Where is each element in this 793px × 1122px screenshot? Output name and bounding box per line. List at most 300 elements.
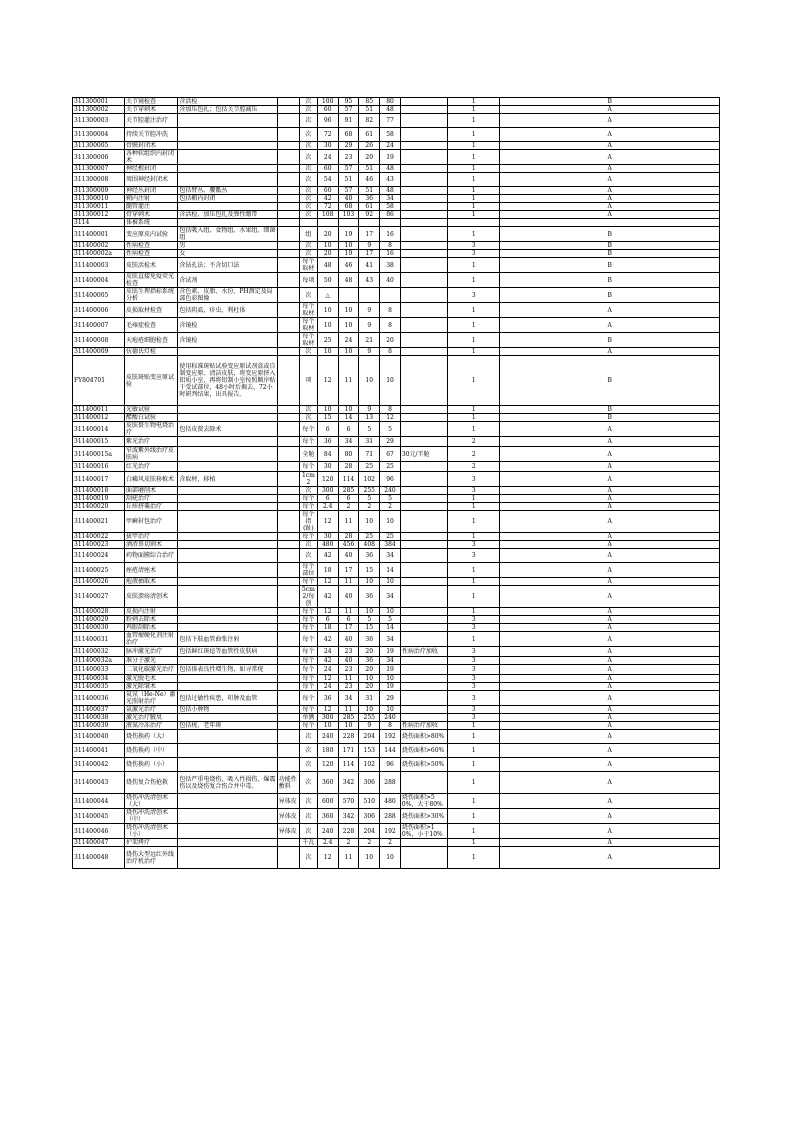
category-cell: 1 [448, 608, 500, 616]
name-cell: 鸡眼刮除术 [124, 624, 177, 632]
category-cell: 1 [448, 758, 500, 772]
unit-cell: 次 [300, 730, 318, 744]
note-cell [400, 511, 447, 533]
unit-cell: 每个取材 [300, 318, 318, 333]
class-cell: B [500, 414, 720, 422]
name-cell: 天疱疮细胞检查 [124, 333, 177, 348]
note-cell [400, 203, 447, 211]
note-cell [400, 258, 447, 273]
unit-cell: 每项 [300, 273, 318, 288]
price2-cell: 114 [338, 758, 359, 772]
table-row [73, 195, 720, 203]
class-cell: A [500, 150, 720, 165]
price2-cell: 2 [338, 839, 359, 847]
name-cell: 光敏试验 [124, 406, 177, 414]
price2-cell [338, 219, 359, 227]
note-cell [400, 273, 447, 288]
price3-cell: 9 [359, 406, 380, 414]
price3-cell: 36 [359, 632, 380, 647]
excluded-cell [277, 657, 299, 665]
code-cell: 311400004 [73, 273, 125, 288]
class-cell: A [500, 462, 720, 472]
class-cell: A [500, 730, 720, 744]
name-cell: 烧伤复合伤抢救 [124, 772, 177, 794]
name-cell: 鞘内注射 [124, 195, 177, 203]
table-row [73, 211, 720, 219]
price2-cell: 11 [338, 356, 359, 406]
category-cell: 3 [448, 549, 500, 563]
content-cell [178, 541, 277, 549]
class-cell: A [500, 187, 720, 195]
price4-cell: 384 [380, 541, 401, 549]
price4-cell: 25 [380, 462, 401, 472]
excluded-cell [277, 714, 299, 722]
code-cell: 311400033 [73, 665, 125, 675]
content-cell [178, 165, 277, 173]
class-cell [500, 219, 720, 227]
price3-cell: 20 [359, 150, 380, 165]
code-cell: 311400029 [73, 616, 125, 624]
price2-cell: 11 [338, 675, 359, 683]
name-cell: 准分子激光 [124, 657, 177, 665]
table-row [73, 706, 720, 714]
name-cell: 疱液抽取术 [124, 578, 177, 586]
note-cell [400, 772, 447, 794]
price1-cell: 2.4 [317, 839, 338, 847]
code-cell: 311400028 [73, 608, 125, 616]
unit-cell: 每个部位 [300, 563, 318, 578]
content-cell [178, 173, 277, 187]
price2-cell: 46 [338, 258, 359, 273]
category-cell: 3 [448, 624, 500, 632]
note-cell [400, 219, 447, 227]
category-cell: 1 [448, 333, 500, 348]
content-cell [178, 414, 277, 422]
class-cell: A [500, 758, 720, 772]
price1-cell: 600 [317, 794, 338, 809]
content-cell [178, 616, 277, 624]
excluded-cell [277, 683, 299, 691]
code-cell: 311400040 [73, 730, 125, 744]
table-row [73, 348, 720, 356]
note-cell: 烧伤面积>60% [400, 744, 447, 758]
content-cell [178, 348, 277, 356]
category-cell: 3 [448, 472, 500, 487]
price1-cell: 12 [317, 706, 338, 714]
table-row [73, 472, 720, 487]
note-cell: 性病治疗加收 [400, 722, 447, 730]
price4-cell: 8 [380, 303, 401, 318]
price1-cell: 108 [317, 211, 338, 219]
excluded-cell [277, 106, 299, 114]
price3-cell: 510 [359, 794, 380, 809]
note-cell [400, 303, 447, 318]
content-cell: 包括下肢血管曲张注射 [178, 632, 277, 647]
excluded-cell [277, 632, 299, 647]
unit-cell: 项 [300, 356, 318, 406]
class-cell: A [500, 106, 720, 114]
unit-cell: 每个 [300, 437, 318, 447]
content-cell [178, 447, 277, 462]
code-cell: 311400022 [73, 533, 125, 541]
price3-cell: 31 [359, 691, 380, 706]
name-cell: 神经根封闭 [124, 165, 177, 173]
price2-cell: 23 [338, 647, 359, 657]
class-cell: A [500, 541, 720, 549]
price3-cell: 20 [359, 647, 380, 657]
unit-cell: 次 [300, 128, 318, 142]
price2-cell: 48 [338, 273, 359, 288]
category-cell: 1 [448, 258, 500, 273]
excluded-cell [277, 624, 299, 632]
note-cell [400, 406, 447, 414]
name-cell: 红光治疗 [124, 462, 177, 472]
price3-cell [359, 219, 380, 227]
note-cell [400, 624, 447, 632]
name-cell: 激光除皱术 [124, 683, 177, 691]
unit-cell: 每个 [300, 722, 318, 730]
category-cell: 1 [448, 211, 500, 219]
price2-cell: 28 [338, 462, 359, 472]
excluded-cell [277, 114, 299, 128]
price4-cell: 10 [380, 608, 401, 616]
content-cell: 包括吸入组、食物组、水果组、细菌组 [179, 227, 276, 241]
category-cell: 3 [448, 541, 500, 549]
content-cell [178, 114, 277, 128]
class-cell: B [500, 273, 720, 288]
note-cell [400, 657, 447, 665]
unit-cell: 1cm2 [300, 472, 318, 487]
class-cell: A [500, 348, 720, 356]
price3-cell: 9 [359, 303, 380, 318]
note-cell [400, 195, 447, 203]
table-row [73, 772, 720, 794]
content-cell: 含取材、移植 [178, 472, 277, 487]
table-row [73, 114, 720, 128]
price2-cell: 11 [338, 608, 359, 616]
price4-cell: 8 [380, 242, 401, 250]
price4-cell: 29 [380, 691, 401, 706]
content-cell: 包括鲜红斑痣等血管性皮肤病 [178, 647, 277, 657]
price2-cell: 11 [338, 847, 359, 869]
unit-cell: 次 [300, 106, 318, 114]
content-cell: 包括臂丛、腰骶丛 [178, 187, 277, 195]
table-row [73, 608, 720, 616]
unit-cell: 次 [300, 758, 318, 772]
code-cell: 311400014 [73, 422, 125, 437]
price4-cell: 19 [380, 647, 401, 657]
excluded-cell [277, 303, 299, 318]
price3-cell: 408 [359, 541, 380, 549]
unit-cell: 每个 [300, 616, 318, 624]
excluded-cell [277, 722, 299, 730]
table-row [73, 173, 720, 187]
code-cell: 311400027 [73, 586, 125, 608]
price3-cell: 10 [359, 706, 380, 714]
class-cell: A [500, 114, 720, 128]
price1-cell: 30 [317, 533, 338, 541]
price3-cell: 10 [359, 578, 380, 586]
name-cell: 氩激光治疗 [124, 706, 177, 714]
price3-cell: 25 [359, 462, 380, 472]
price4-cell: 10 [380, 356, 401, 406]
note-cell [400, 187, 447, 195]
name-cell: 粉刺去除术 [124, 616, 177, 624]
content-cell [178, 657, 277, 665]
price4-cell: 58 [380, 203, 401, 211]
content-cell [178, 624, 277, 632]
category-cell: 1 [448, 586, 500, 608]
content-cell: 含活检 [178, 98, 277, 106]
price2-cell: 34 [338, 437, 359, 447]
content-cell [178, 549, 277, 563]
unit-cell: 每个 [300, 624, 318, 632]
price3-cell: 102 [359, 758, 380, 772]
name-cell: 拔甲治疗 [124, 533, 177, 541]
unit-cell: 次 [300, 794, 318, 809]
price2-cell: 95 [338, 98, 359, 106]
code-cell: 311300009 [73, 187, 125, 195]
class-cell: A [500, 563, 720, 578]
price2-cell: 228 [338, 824, 359, 839]
code-cell: 311300002 [73, 106, 125, 114]
name-cell: 烧伤换药（中） [124, 744, 177, 758]
excluded-cell [277, 318, 299, 333]
price1-cell: 10 [317, 406, 338, 414]
class-cell: A [500, 511, 720, 533]
content-cell [178, 128, 277, 142]
code-cell: 311400031 [73, 632, 125, 647]
price1-cell: 50 [317, 273, 338, 288]
price2-cell: 10 [338, 303, 359, 318]
price3-cell: 10 [359, 847, 380, 869]
price1-cell: 48 [317, 258, 338, 273]
table-row [73, 437, 720, 447]
excluded-cell [277, 541, 299, 549]
class-cell: B [500, 227, 720, 242]
price4-cell: 20 [380, 333, 401, 348]
excluded-cell [277, 333, 299, 348]
price1-cell: 36 [317, 691, 338, 706]
class-cell: A [500, 487, 720, 495]
note-cell [400, 211, 447, 219]
price1-cell: 6 [317, 616, 338, 624]
price1-cell: 300 [317, 714, 338, 722]
class-cell: A [500, 578, 720, 586]
name-cell: 皮肤活检术 [124, 258, 177, 273]
table-row [73, 541, 720, 549]
class-cell: B [500, 98, 720, 106]
table-row [73, 447, 720, 462]
code-cell: 311400005 [73, 288, 125, 303]
unit-cell: 每个 [300, 706, 318, 714]
content-cell: 包括小肿物 [178, 706, 277, 714]
note-cell [400, 128, 447, 142]
unit-cell: 次 [300, 173, 318, 187]
class-cell: A [500, 173, 720, 187]
price2-cell: 40 [338, 657, 359, 665]
price1-cell: 6 [317, 495, 338, 503]
price1-cell: 30 [317, 462, 338, 472]
excluded-cell [277, 227, 299, 242]
excluded-cell [277, 422, 299, 437]
price2-cell: 103 [338, 211, 359, 219]
code-cell: 311400035 [73, 683, 125, 691]
price2-cell [338, 288, 359, 303]
category-cell: 3 [448, 683, 500, 691]
price3-cell: 306 [359, 772, 380, 794]
content-cell [178, 203, 277, 211]
unit-cell: 每个取材 [300, 258, 318, 273]
price4-cell: 19 [380, 665, 401, 675]
note-cell [400, 487, 447, 495]
excluded-cell [277, 533, 299, 541]
price2-cell: 10 [338, 722, 359, 730]
unit-cell: 次 [300, 165, 318, 173]
price3-cell: 36 [359, 195, 380, 203]
price1-cell: 480 [317, 541, 338, 549]
fee-table [72, 97, 720, 869]
note-cell [400, 422, 447, 437]
category-cell: 3 [448, 487, 500, 495]
category-cell: 1 [448, 173, 500, 187]
note-cell [400, 541, 447, 549]
price4-cell: 48 [380, 187, 401, 195]
name-cell: 性病检查 [124, 250, 177, 258]
price3-cell [359, 288, 380, 303]
unit-cell: 次 [300, 288, 318, 303]
code-cell: 311400026 [73, 578, 125, 586]
unit-cell: 每个 [300, 608, 318, 616]
price1-cell: 360 [317, 772, 338, 794]
name-cell: 窄波紫外线治疗皮肤病 [124, 447, 177, 462]
category-cell: 1 [448, 142, 500, 150]
code-cell: 311300003 [73, 114, 125, 128]
code-cell: 311400037 [73, 706, 125, 714]
unit-cell: 每个 [300, 647, 318, 657]
price4-cell: 40 [380, 273, 401, 288]
code-cell: 311400016 [73, 462, 125, 472]
category-cell: 1 [448, 503, 500, 511]
content-cell [178, 714, 277, 722]
code-cell: 311300004 [73, 128, 125, 142]
price3-cell: 9 [359, 348, 380, 356]
price4-cell: 34 [380, 549, 401, 563]
excluded-cell [277, 730, 299, 744]
name-cell: 甲癣封包治疗 [124, 511, 177, 533]
price2-cell: 57 [338, 165, 359, 173]
table-row [73, 794, 720, 809]
category-cell: 3 [448, 616, 500, 624]
name-cell: 皮损内注射 [124, 608, 177, 616]
note-cell [400, 578, 447, 586]
note-cell [400, 318, 447, 333]
excluded-cell [277, 665, 299, 675]
excluded-cell [277, 847, 299, 869]
price4-cell: 2 [380, 839, 401, 847]
price1-cell: 24 [317, 665, 338, 675]
price1-cell: △ [317, 288, 338, 303]
unit-cell: 次 [300, 203, 318, 211]
name-cell: 性病检查 [124, 242, 177, 250]
excluded-cell [277, 495, 299, 503]
price2-cell: 23 [338, 665, 359, 675]
table-row [73, 647, 720, 657]
category-cell: 1 [448, 632, 500, 647]
price2-cell: 28 [338, 533, 359, 541]
name-cell: 烧伤冲洗清创术（小） [124, 824, 177, 839]
class-cell: B [500, 258, 720, 273]
price1-cell: 300 [317, 487, 338, 495]
excluded-cell [277, 128, 299, 142]
table-row [73, 98, 720, 106]
price4-cell: 96 [380, 472, 401, 487]
note-cell [400, 683, 447, 691]
content-cell [178, 608, 277, 616]
price1-cell: 10 [317, 242, 338, 250]
excluded-cell [277, 839, 299, 847]
unit-cell: 每个 [300, 683, 318, 691]
excluded-cell: 异体皮 [277, 809, 299, 824]
content-cell [178, 847, 277, 869]
excluded-cell [277, 98, 299, 106]
price1-cell: 100 [317, 98, 338, 106]
price3-cell: 9 [359, 318, 380, 333]
unit-cell: 每个 [300, 495, 318, 503]
note-cell [400, 691, 447, 706]
code-cell: 311400044 [73, 794, 125, 809]
price1-cell: 120 [317, 472, 338, 487]
name-cell: 烧伤大型远红外线治疗机治疗 [124, 847, 177, 869]
category-cell: 1 [448, 203, 500, 211]
category-cell: 3 [448, 657, 500, 665]
price3-cell: 2 [359, 503, 380, 511]
category-cell: 3 [448, 706, 500, 714]
price2-cell: 6 [338, 495, 359, 503]
name-cell: 血管瘤硬化剂注射治疗 [124, 632, 177, 647]
price2-cell: 570 [338, 794, 359, 809]
code-cell: 311400017 [73, 472, 125, 487]
category-cell: 1 [448, 165, 500, 173]
excluded-cell [277, 288, 299, 303]
code-cell: 311400030 [73, 624, 125, 632]
category-cell: 3 [448, 665, 500, 675]
price3-cell: 15 [359, 624, 380, 632]
class-cell: A [500, 772, 720, 794]
price1-cell: 24 [317, 150, 338, 165]
table-row [73, 303, 720, 318]
price2-cell: 17 [338, 624, 359, 632]
table-row [73, 563, 720, 578]
price4-cell: 5 [380, 616, 401, 624]
code-cell: 3114 [73, 219, 125, 227]
price4-cell: 5 [380, 422, 401, 437]
code-cell: 311400036 [73, 691, 125, 706]
class-cell: A [500, 495, 720, 503]
price4-cell: 19 [380, 150, 401, 165]
table-row [73, 657, 720, 665]
price3-cell: 13 [359, 414, 380, 422]
note-cell [400, 503, 447, 511]
unit-cell: 千瓦 [300, 839, 318, 847]
excluded-cell [277, 406, 299, 414]
content-cell: 使用标准斑贴试验变应原试剂盒或自制变应原。清洁皮肤，将变应原挤入铝质小室，再将铝制小室按照顺序贴于受试部位，48小时后揭去，72小时研判结果，出具报告。 [178, 356, 277, 406]
name-cell: 脉冲激光治疗 [124, 647, 177, 657]
name-cell: 关节穿刺术 [124, 106, 177, 114]
excluded-cell: 异体皮 [277, 824, 299, 839]
price4-cell: 288 [380, 809, 401, 824]
category-cell: 1 [448, 414, 500, 422]
